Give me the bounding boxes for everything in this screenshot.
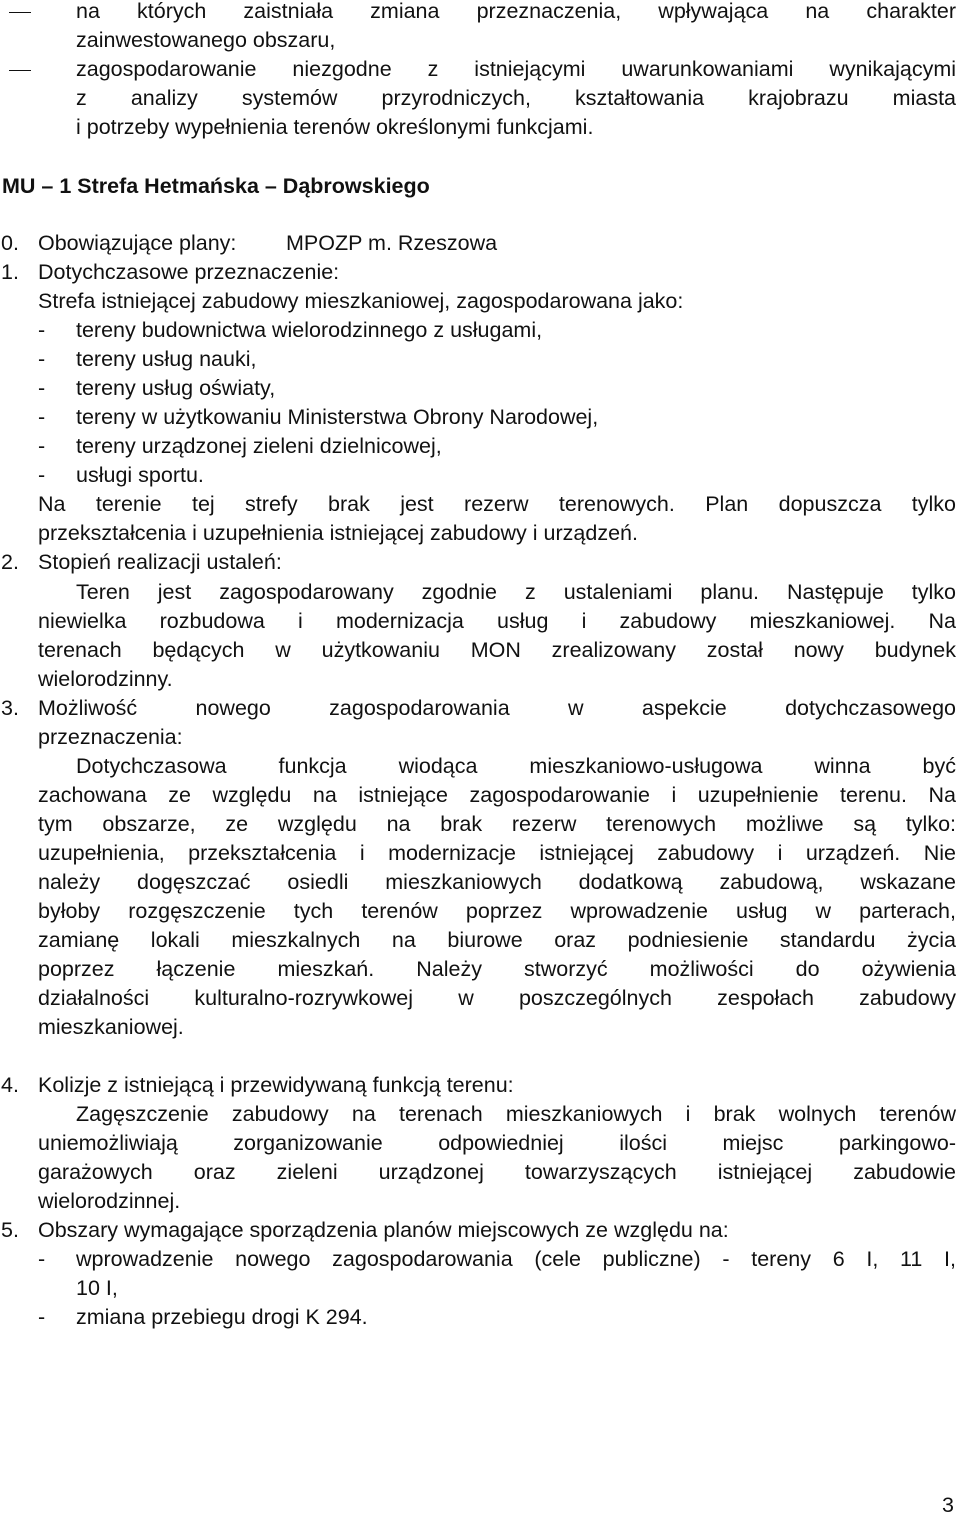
section-2-line-3: terenach będących w użytkowaniu MON zrealizowany został nowy budynek	[38, 638, 956, 662]
intro-bullet-2-line-3: i potrzeby wypełnienia terenów określonymi funkcjami.	[76, 115, 594, 139]
section-5-item-1-line-1: wprowadzenie nowego zagospodarowania (cele publiczne) - tereny 6 I, 11 I,	[76, 1247, 956, 1271]
intro-bullet-1-line-2: zainwestowanego obszaru,	[76, 28, 336, 52]
list-item: tereny budownictwa wielorodzinnego z usługami,	[76, 318, 543, 342]
list-item-dash: -	[38, 347, 46, 371]
section-4-line-1: Zagęszczenie zabudowy na terenach mieszkaniowych i brak wolnych terenów	[76, 1102, 956, 1126]
list-item-dash: -	[38, 318, 46, 342]
intro-bullet-dash-1	[9, 12, 31, 13]
list-item-dash: -	[38, 376, 46, 400]
section-2-number: 2.	[1, 550, 19, 574]
section-1-number: 1.	[1, 260, 19, 284]
section-4-number: 4.	[1, 1073, 19, 1097]
section-2-line-4: wielorodzinny.	[38, 667, 173, 691]
section-1-paragraph-line-2: przekształcenia i uzupełnienia istniejącej zabudowy i urządzeń.	[38, 521, 638, 545]
section-5-number: 5.	[1, 1218, 19, 1242]
section-0-number: 0.	[1, 231, 19, 255]
section-4-line-4: wielorodzinnej.	[38, 1189, 181, 1213]
list-item: tereny usług nauki,	[76, 347, 257, 371]
section-4-line-3: garażowych oraz zieleni urządzonej towarzyszących istniejącej zabudowie	[38, 1160, 956, 1184]
section-1-title: Dotychczasowe przeznaczenie:	[38, 260, 340, 284]
section-3-title-line-2: przeznaczenia:	[38, 725, 183, 749]
section-3-line-2: zachowana ze względu na istniejące zagospodarowanie i uzupełnienie terenu. Na	[38, 783, 956, 807]
intro-bullet-2-line-2: z analizy systemów przyrodniczych, kształtowania krajobrazu miasta	[76, 86, 956, 110]
section-3-line-4: uzupełnienia, przekształcenia i modernizacje istniejącej zabudowy i urządzeń. Nie	[38, 841, 956, 865]
section-3-line-9: działalności kulturalno-rozrywkowej w poszczególnych zespołach zabudowy	[38, 986, 956, 1010]
list-item-dash: -	[38, 1305, 46, 1329]
section-3-title-line-1: Możliwość nowego zagospodarowania w aspekcie dotychczasowego	[38, 696, 956, 720]
list-item-dash: -	[38, 434, 46, 458]
section-1-intro: Strefa istniejącej zabudowy mieszkaniowej, zagospodarowana jako:	[38, 289, 684, 313]
section-1-paragraph-line-1: Na terenie tej strefy brak jest rezerw terenowych. Plan dopuszcza tylko	[38, 492, 956, 516]
section-3-number: 3.	[1, 696, 19, 720]
list-item: tereny usług oświaty,	[76, 376, 276, 400]
section-3-line-8: poprzez łączenie mieszkań. Należy stworzyć możliwości do ożywienia	[38, 957, 956, 981]
intro-bullet-2-line-1: zagospodarowanie niezgodne z istniejącymi uwarunkowaniami wynikającymi	[76, 57, 956, 81]
list-item: tereny w użytkowaniu Ministerstwa Obrony Narodowej,	[76, 405, 599, 429]
list-item-dash: -	[38, 463, 46, 487]
section-5-title: Obszary wymagające sporządzenia planów miejscowych ze względu na:	[38, 1218, 729, 1242]
section-3-line-10: mieszkaniowej.	[38, 1015, 184, 1039]
section-2-line-2: niewielka rozbudowa i modernizacja usług i zabudowy mieszkaniowej. Na	[38, 609, 956, 633]
section-2-title: Stopień realizacji ustaleń:	[38, 550, 282, 574]
list-item: tereny urządzonej zieleni dzielnicowej,	[76, 434, 442, 458]
page-number: 3	[942, 1493, 954, 1517]
section-2-line-1: Teren jest zagospodarowany zgodnie z ustaleniami planu. Następuje tylko	[76, 580, 956, 604]
section-4-line-2: uniemożliwiają zorganizowanie odpowiedniej ilości miejsc parkingowo-	[38, 1131, 956, 1155]
section-3-line-6: byłoby rozgęszczenie tych terenów poprzez wprowadzenie usług w parterach,	[38, 899, 956, 923]
section-3-line-5: należy dogęszczać osiedli mieszkaniowych dodatkową zabudową, wskazane	[38, 870, 956, 894]
list-item-dash: -	[38, 1247, 46, 1271]
section-3-line-3: tym obszarze, ze względu na brak rezerw terenowych możliwe są tylko:	[38, 812, 956, 836]
section-0-value: MPOZP m. Rzeszowa	[286, 231, 498, 255]
zone-heading: MU – 1 Strefa Hetmańska – Dąbrowskiego	[2, 174, 430, 198]
section-3-line-1: Dotychczasowa funkcja wiodąca mieszkaniowo-usługowa winna być	[76, 754, 956, 778]
section-0-label: Obowiązujące plany:	[38, 231, 237, 255]
intro-bullet-dash-2	[9, 70, 31, 71]
list-item: usługi sportu.	[76, 463, 204, 487]
section-4-title: Kolizje z istniejącą i przewidywaną funkcją terenu:	[38, 1073, 514, 1097]
section-3-line-7: zamianę lokali mieszkalnych na biurowe oraz podniesienie standardu życia	[38, 928, 956, 952]
list-item-dash: -	[38, 405, 46, 429]
intro-bullet-1-line-1: na których zaistniała zmiana przeznaczenia, wpływająca na charakter	[76, 0, 956, 23]
section-5-item-1-line-2: 10 I,	[76, 1276, 118, 1300]
section-5-item-2: zmiana przebiegu drogi K 294.	[76, 1305, 368, 1329]
